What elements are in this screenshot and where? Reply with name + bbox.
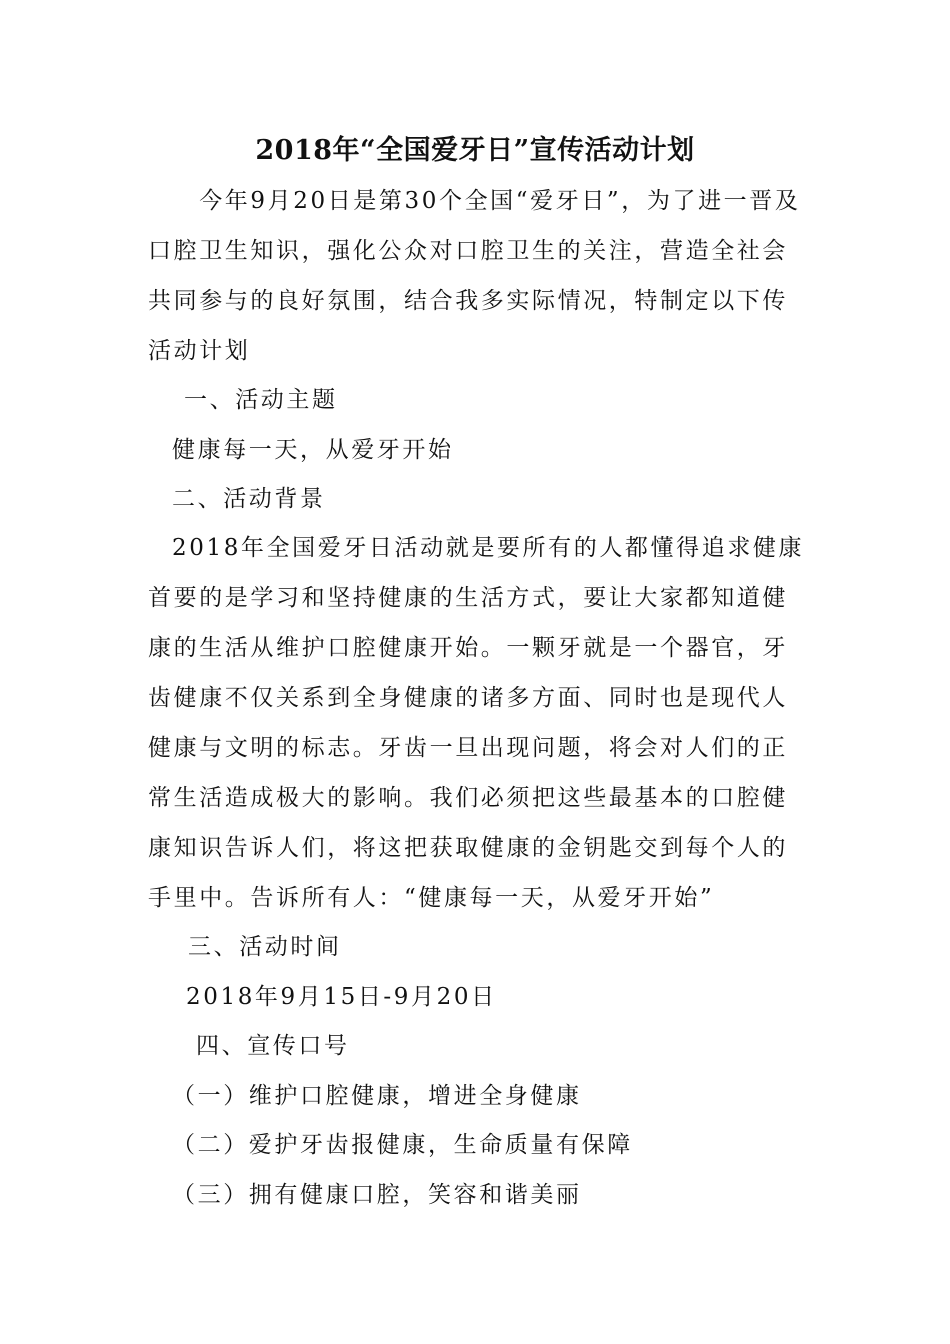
document-title: 2018年“全国爱牙日”宣传活动计划: [255, 135, 695, 166]
section2-heading: 二、活动背景: [172, 486, 326, 512]
slogan-item: （三）拥有健康口腔，笑容和谐美丽: [172, 1182, 582, 1208]
section1-body: 健康每一天，从爱牙开始: [172, 437, 454, 463]
slogan-item: （二）爱护牙齿报健康，生命质量有保障: [172, 1132, 633, 1158]
section4-heading: 四、宣传口号: [196, 1033, 350, 1059]
slogan-item: （一）维护口腔健康，增进全身健康: [172, 1083, 582, 1109]
section1-heading: 一、活动主题: [184, 387, 338, 413]
section3-heading: 三、活动时间: [188, 934, 342, 960]
section3-body: 2018年9月15日-9月20日: [186, 984, 497, 1010]
intro-paragraph: 今年9月20日是第30个全国“爱牙日”，为了进一晋及口腔卫生知识，强化公众对口腔卫生的关注，营造全社会共同参与的良好氛围，结合我多实际情况，特制定以下传活动计划: [148, 188, 801, 364]
section2-body: 2018年全国爱牙日活动就是要所有的人都懂得追求健康首要的是学习和坚持健康的生活方式，要让大家都知道健康的生活从维护口腔健康开始。一颗牙就是一个器官，牙齿健康不仅关系到全身健康的诸多方面、同时也是现代人健康与文明的标志。牙齿一旦出现问题，将会对人们的正常生活造成极大的影响。我们必须把这些最基本的口腔健康知识告诉人们，将这把获取健康的金钥匙交到每个人的手里中。告诉所有人：“健康每一天，从爱牙开始”: [148, 535, 805, 911]
